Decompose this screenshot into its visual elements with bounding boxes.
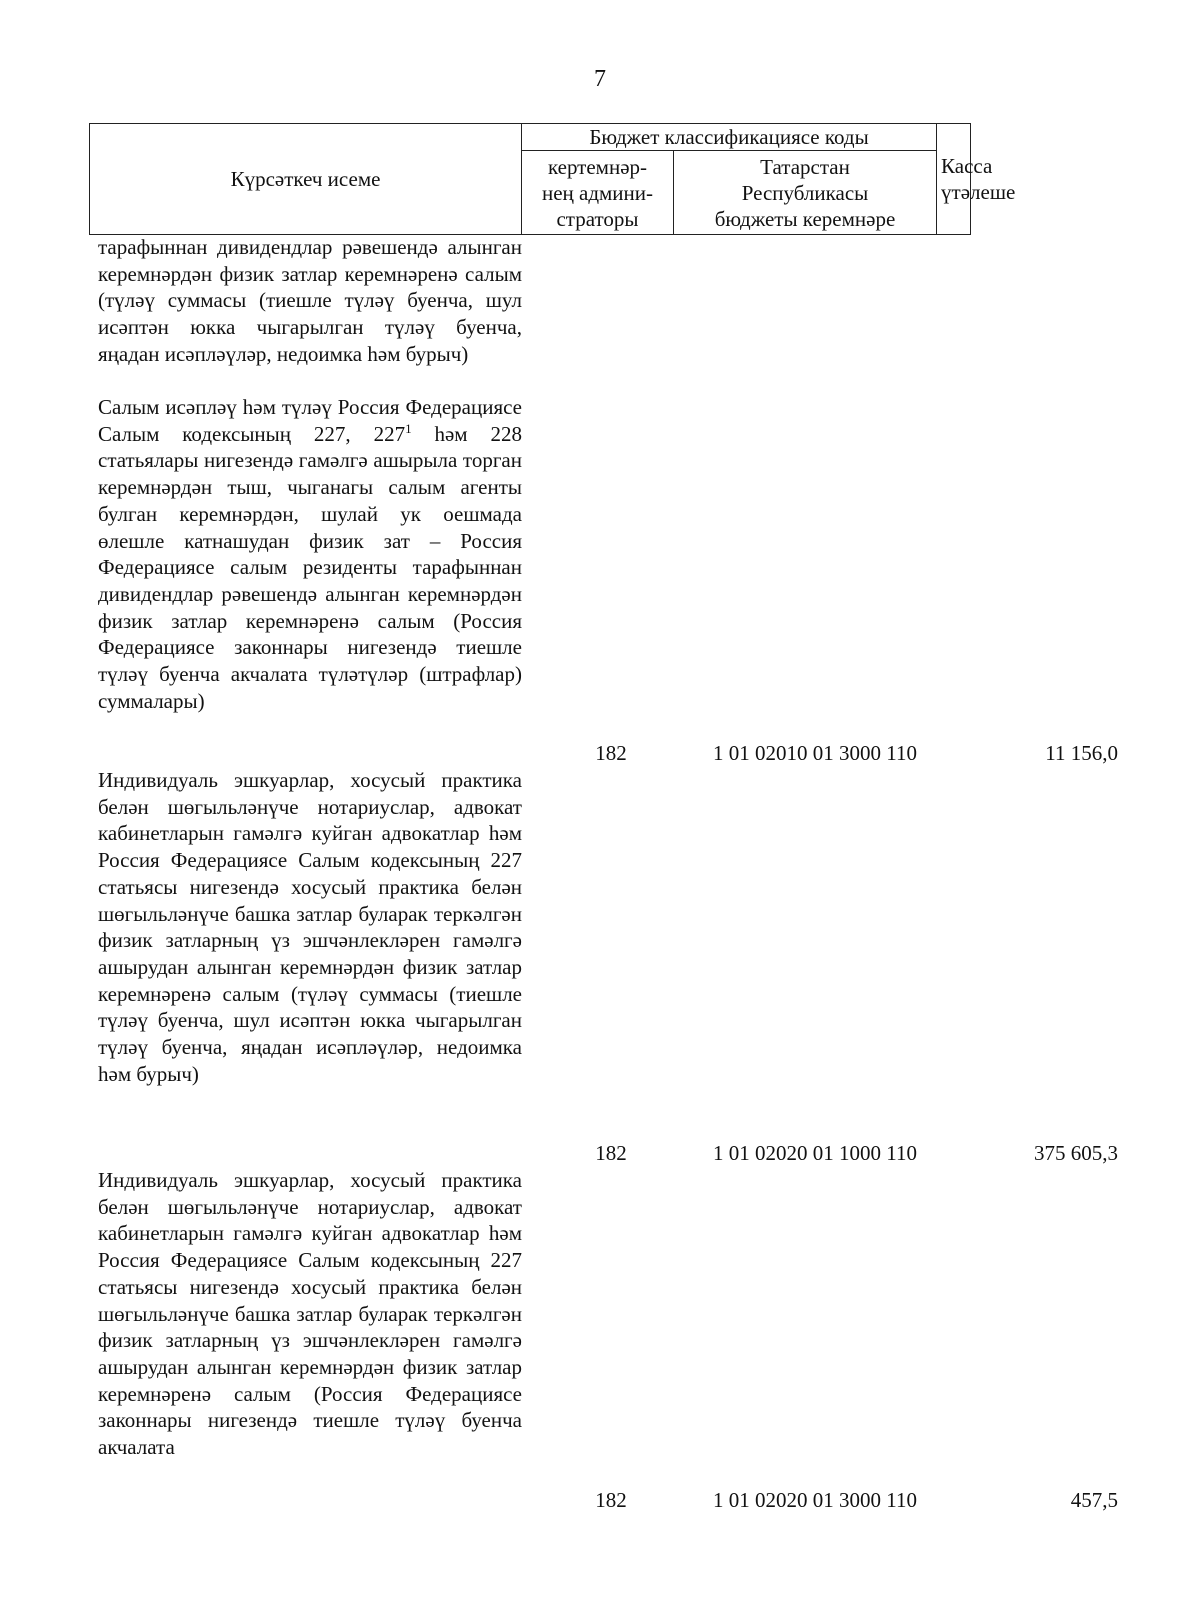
row-description: Индивидуаль эшкуарлар, хосусый практика белән шөгыльләнүче нотариуслар, адвокат кабинетларын гамәлгә куйган адвокатлар һәм Россия Федерациясе Салым кодексының 227 статьясы нигезендә хосусый практика белән шөгыльләнүче башка затлар буларак теркәлгән физик затларның үз эшчәнлекләрен гамәлгә ашырудан алынган керемнәрдән физик затлар керемнәренә салым (Россия Федерациясе законнары нигезендә тиешле түләү буенча акчалата (98, 1168, 522, 1460)
budget-code: 1 01 02020 01 3000 110 (713, 1488, 917, 1512)
cash-amount: 375 605,3 (1034, 1141, 1118, 1165)
administrators-line-1: кертемнәр- (547, 154, 648, 179)
cash-execution-line-2: үтәлеше (941, 180, 1016, 204)
administrator-code: 182 (595, 741, 627, 765)
administrators-header (522, 151, 674, 235)
budget-code: 1 01 02020 01 1000 110 (713, 1141, 917, 1165)
tatarstan-revenues-line-1: Татарстан (760, 154, 850, 179)
page-number: 7 (594, 66, 606, 92)
administrators-line-2: нең админи- (541, 180, 654, 205)
cash-amount: 457,5 (1070, 1488, 1118, 1512)
row-description (98, 394, 522, 714)
superscript: 1 (405, 420, 412, 436)
cash-execution-header (937, 124, 1016, 235)
administrator-code: 182 (595, 1488, 627, 1512)
cash-amount: 11 156,0 (1045, 741, 1118, 765)
tatarstan-revenues-header (674, 151, 937, 235)
row-description-text: һәм 228 статьялары нигезендә гамәлгә ашырыла торган керемнәрдән тыш, чыганагы салым агенты булган керемнәрдән, шулай ук оешмада өлешле катнашудан физик зат – Россия Федерациясе салым резиденты тарафыннан дивидендлар рәвешендә алынган керемнәрдән физик затлар керемнәренә салым (Россия Федерациясе законнары нигезендә тиешле түләү буенча акчалата түләтүләр (штрафлар) суммалары) (98, 421, 522, 713)
budget-code-group-header: Бюджет классификациясе коды (522, 124, 937, 151)
administrator-code: 182 (595, 1141, 627, 1165)
tatarstan-revenues-line-3: бюджеты керемнәре (714, 206, 896, 231)
cash-execution-line-1: Касса (941, 154, 993, 178)
indicator-name-header: Күрсәткеч исеме (90, 124, 522, 235)
row-description: тарафыннан дивидендлар рәвешендә алынган керемнәрдән физик затлар керемнәренә салым (түләү суммасы (тиешле түләү буенча, шул исәптән юкка чыгарылган түләү буенча, яңадан исәпләүләр, недоимка һәм бурыч) (98, 235, 522, 366)
row-description-text: Салым исәпләү һәм түләү Россия Федерациясе Салым кодексының 227, 227 (98, 395, 522, 446)
row-description: Индивидуаль эшкуарлар, хосусый практика белән шөгыльләнүче нотариуслар, адвокат кабинетларын гамәлгә куйган адвокатлар һәм Россия Федерациясе Салым кодексының 227 статьясы нигезендә хосусый практика белән шөгыльләнүче башка затлар буларак теркәлгән физик затларның үз эшчәнлекләрен гамәлгә ашырудан алынган керемнәрдән физик затлар керемнәренә салым (түләү суммасы (тиешле түләү буенча, шул исәптән юкка чыгарылган түләү буенча, яңадан исәпләүләр, недоимка һәм бурыч) (98, 768, 522, 1086)
administrators-line-3: страторы (556, 206, 639, 231)
tatarstan-revenues-line-2: Республикасы (741, 180, 869, 205)
table-header (89, 123, 1016, 235)
budget-code: 1 01 02010 01 3000 110 (713, 741, 917, 765)
